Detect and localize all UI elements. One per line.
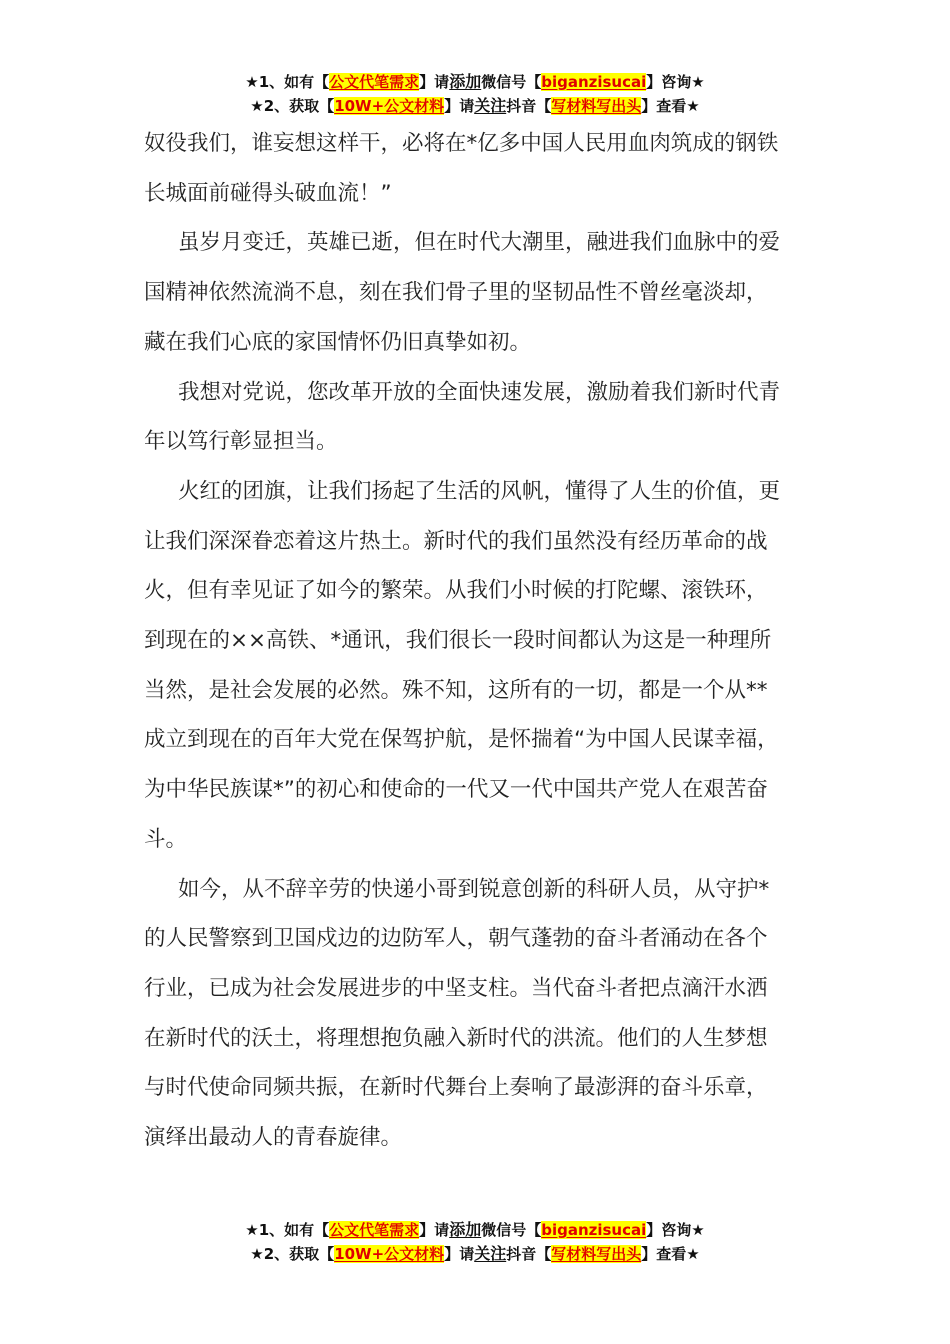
text-line: 长城面前碰得头破血流！”: [144, 180, 392, 206]
text-line: 斗。: [144, 826, 188, 852]
highlight-text: 10W+公文材料: [334, 97, 445, 115]
underlined-text: 关注: [474, 96, 507, 115]
document-body: [144, 119, 812, 1163]
text-line: 到现在的××高铁、*通讯，我们很长一段时间都认为这是一种理所: [144, 628, 772, 654]
text-line: 我想对党说，您改革开放的全面快速发展，激励着我们新时代青: [178, 379, 781, 405]
paragraph: [144, 467, 812, 865]
underlined-text: 添加: [449, 72, 482, 91]
banner-text: 】请: [444, 97, 475, 115]
banner-text: 微信号【: [481, 1221, 542, 1239]
banner-text: ★1、如有【: [245, 73, 330, 91]
paragraph: [144, 218, 812, 367]
banner-text: ★2、获取【: [250, 97, 335, 115]
text-line: 在新时代的沃土，将理想抱负融入新时代的洪流。他们的人生梦想: [144, 1025, 768, 1051]
highlight-text: 10W+公文材料: [334, 1245, 445, 1263]
footer-banner: [0, 1218, 950, 1266]
banner-line-2: [0, 1242, 950, 1266]
text-line: 演绎出最动人的青春旋律。: [144, 1125, 403, 1151]
text-line: 如今，从不辞辛劳的快递小哥到锐意创新的科研人员，从守护*: [178, 876, 770, 902]
text-line: 国精神依然流淌不息，刻在我们骨子里的坚韧品性不曾丝毫淡却，: [144, 280, 768, 306]
wechat-id: biganzisucai: [541, 73, 647, 91]
underlined-text: 添加: [449, 1220, 482, 1239]
banner-text: 】请: [419, 1221, 450, 1239]
text-line: 奴役我们，谁妄想这样干，必将在*亿多中国人民用血肉筑成的钢铁: [144, 131, 779, 156]
banner-line-1: [0, 1218, 950, 1242]
text-line: 让我们深深眷恋着这片热土。新时代的我们虽然没有经历革命的战: [144, 528, 768, 554]
paragraph: [144, 368, 812, 467]
highlight-text: 公文代笔需求: [329, 1221, 420, 1239]
banner-text: 】咨询★: [646, 73, 705, 91]
douyin-account: 写材料写出头: [551, 97, 642, 115]
underlined-text: 关注: [474, 1244, 507, 1263]
text-line: 当然，是社会发展的必然。殊不知，这所有的一切，都是一个从**: [144, 677, 768, 703]
banner-text: 】请: [444, 1245, 475, 1263]
paragraph: [144, 865, 812, 1163]
text-line: 火红的团旗，让我们扬起了生活的风帆，懂得了人生的价值，更: [178, 478, 781, 504]
banner-line-2: [0, 94, 950, 118]
banner-text: 抖音【: [506, 97, 552, 115]
highlight-text: 公文代笔需求: [329, 73, 420, 91]
wechat-id: biganzisucai: [541, 1221, 647, 1239]
header-banner: [0, 70, 950, 118]
banner-text: 】请: [419, 73, 450, 91]
banner-line-1: [0, 70, 950, 94]
banner-text: ★2、获取【: [250, 1245, 335, 1263]
banner-text: 微信号【: [481, 73, 542, 91]
banner-text: 】咨询★: [646, 1221, 705, 1239]
text-line: 虽岁月变迁，英雄已逝，但在时代大潮里，融进我们血脉中的爱: [178, 230, 781, 256]
banner-text: 抖音【: [506, 1245, 552, 1263]
douyin-account: 写材料写出头: [551, 1245, 642, 1263]
text-line: 的人民警察到卫国戍边的边防军人，朝气蓬勃的奋斗者涌动在各个: [144, 926, 768, 952]
text-line: 与时代使命同频共振，在新时代舞台上奏响了最澎湃的奋斗乐章，: [144, 1075, 768, 1101]
text-line: 藏在我们心底的家国情怀仍旧真挚如初。: [144, 329, 532, 355]
text-line: 年以笃行彰显担当。: [144, 429, 338, 455]
text-line: 行业，已成为社会发展进步的中坚支柱。当代奋斗者把点滴汗水洒: [144, 975, 768, 1001]
text-line: 火，但有幸见证了如今的繁荣。从我们小时候的打陀螺、滚铁环，: [144, 578, 768, 604]
paragraph: [144, 119, 812, 218]
banner-text: ★1、如有【: [245, 1221, 330, 1239]
text-line: 为中华民族谋*”的初心和使命的一代又一代中国共产党人在艰苦奋: [144, 777, 768, 803]
banner-text: 】查看★: [641, 1245, 700, 1263]
banner-text: 】查看★: [641, 97, 700, 115]
text-line: 成立到现在的百年大党在保驾护航，是怀揣着“为中国人民谋幸福，: [144, 727, 779, 753]
